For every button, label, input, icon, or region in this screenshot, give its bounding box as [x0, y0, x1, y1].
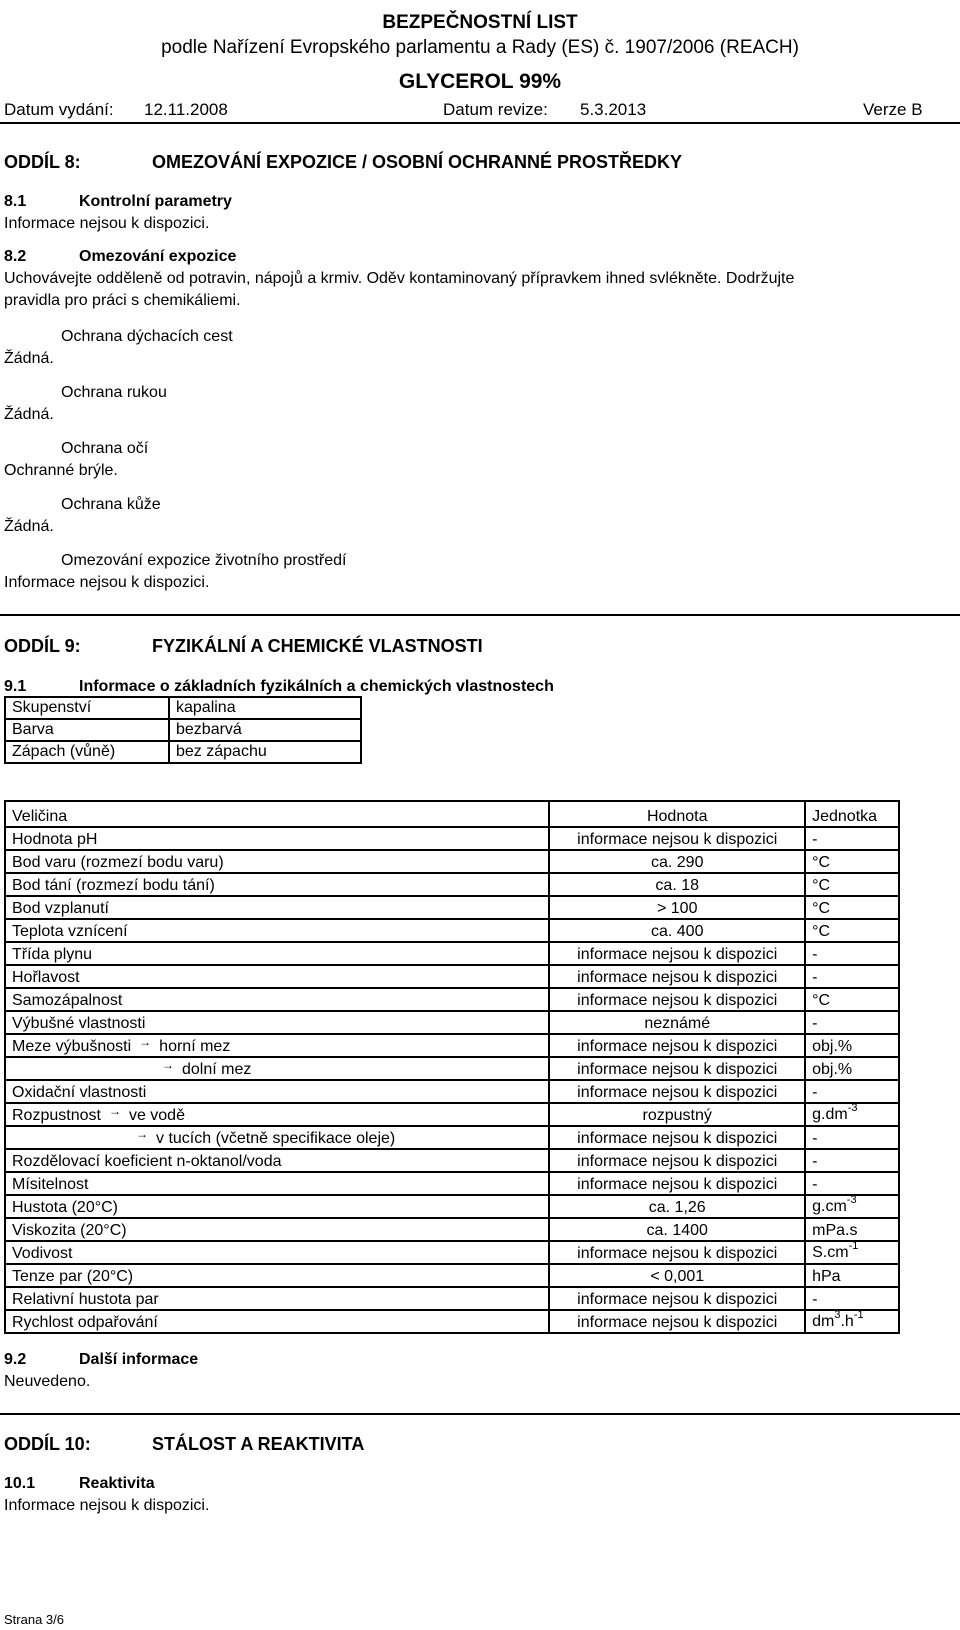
- issue-date: 12.11.2008: [144, 100, 228, 119]
- quantity-name: Třída plynu: [12, 946, 93, 963]
- s101-title: Reaktivita: [79, 1475, 155, 1492]
- quantity-cell: [5, 1034, 549, 1057]
- s82-title: Omezování expozice: [79, 248, 237, 265]
- unit-cell: [805, 1172, 899, 1195]
- hand-protection-value: Žádná.: [4, 406, 54, 423]
- quantity-cell: [5, 1057, 549, 1080]
- quantity-name: Meze výbušnosti: [12, 1038, 132, 1055]
- s101-text: Informace nejsou k dispozici.: [4, 1497, 210, 1514]
- physchem-properties-table: [4, 800, 900, 1334]
- unit-cell: [805, 1310, 899, 1333]
- table-row: [5, 1011, 899, 1034]
- unit-text: obj.%: [812, 1038, 853, 1055]
- revision-date-label: Datum revize:: [443, 100, 548, 119]
- property-name: Skupenství: [5, 697, 169, 719]
- table-row: [5, 827, 899, 850]
- column-header-quantity: Veličina: [5, 801, 549, 827]
- value-cell: informace nejsou k dispozici: [549, 1287, 805, 1310]
- column-header-value: Hodnota: [549, 801, 805, 827]
- s92-title: Další informace: [79, 1351, 199, 1368]
- table-header-row: [5, 801, 899, 827]
- table-row: [5, 1034, 899, 1057]
- unit-cell: [805, 1080, 899, 1103]
- quantity-cell: [5, 1264, 549, 1287]
- s101-number: 10.1: [4, 1475, 36, 1492]
- respiratory-protection-value: Žádná.: [4, 350, 54, 367]
- arrow-right-icon: →: [162, 1058, 174, 1072]
- issue-date-label: Datum vydání:: [4, 100, 114, 119]
- table-row: [5, 719, 361, 741]
- quantity-name: Rozpustnost: [12, 1107, 101, 1124]
- unit-text: °C: [812, 992, 831, 1009]
- unit-text: mPa.s: [812, 1222, 858, 1239]
- value-cell: informace nejsou k dispozici: [549, 1310, 805, 1333]
- unit-cell: [805, 1011, 899, 1034]
- value-cell: informace nejsou k dispozici: [549, 1172, 805, 1195]
- s82-number: 8.2: [4, 248, 27, 265]
- product-name: GLYCEROL 99%: [398, 70, 562, 93]
- table-row: [5, 1264, 899, 1287]
- value-cell: ca. 400: [549, 919, 805, 942]
- quantity-name: Oxidační vlastnosti: [12, 1084, 147, 1101]
- value-cell: informace nejsou k dispozici: [549, 1241, 805, 1264]
- value-cell: informace nejsou k dispozici: [549, 1149, 805, 1172]
- table-row: [5, 896, 899, 919]
- unit-text: g.dm: [812, 1106, 848, 1123]
- unit-text: dm: [812, 1313, 835, 1330]
- unit-text: hPa: [812, 1268, 841, 1285]
- quantity-cell: [5, 1287, 549, 1310]
- unit-cell: [805, 1126, 899, 1149]
- unit-cell: [805, 1287, 899, 1310]
- quantity-subname: dolní mez: [182, 1061, 252, 1078]
- unit-text: °C: [812, 877, 831, 894]
- table-row: [5, 1241, 899, 1264]
- arrow-right-icon: →: [136, 1127, 148, 1141]
- quantity-name: Hustota (20°C): [12, 1199, 118, 1216]
- section9-number: ODDÍL 9:: [4, 636, 81, 656]
- unit-exponent: -1: [848, 1240, 859, 1252]
- s81-title: Kontrolní parametry: [79, 193, 232, 210]
- skin-protection-label: Ochrana kůže: [61, 496, 161, 513]
- s91-number: 9.1: [4, 678, 27, 695]
- unit-cell: [805, 942, 899, 965]
- s82-text-line1: Uchovávejte odděleně od potravin, nápojů a krmiv. Oděv kontaminovaný přípravkem ihned svlékněte. Dodržujte: [4, 270, 795, 287]
- quantity-subname: ve vodě: [128, 1107, 185, 1124]
- arrow-right-icon: →: [108, 1104, 121, 1118]
- property-value: kapalina: [169, 697, 361, 719]
- quantity-cell: [5, 1218, 549, 1241]
- quantity-cell: [5, 850, 549, 873]
- unit-cell: [805, 1103, 899, 1126]
- s92-text: Neuvedeno.: [4, 1373, 91, 1390]
- value-cell: informace nejsou k dispozici: [549, 942, 805, 965]
- unit-cell: [805, 873, 899, 896]
- table-row: [5, 1149, 899, 1172]
- quantity-name: Hořlavost: [12, 969, 80, 986]
- arrow-right-icon: →: [139, 1035, 152, 1049]
- quantity-name: Výbušné vlastnosti: [12, 1015, 146, 1032]
- unit-exponent: -3: [847, 1102, 858, 1114]
- unit-text: obj.%: [812, 1061, 853, 1078]
- section8-title: OMEZOVÁNÍ EXPOZICE / OSOBNÍ OCHRANNÉ PROSTŘEDKY: [152, 152, 683, 172]
- table-row: [5, 1310, 899, 1333]
- hand-protection-label: Ochrana rukou: [61, 384, 167, 401]
- table-row: [5, 919, 899, 942]
- quantity-name: Tenze par (20°C): [12, 1268, 134, 1285]
- quantity-name: Bod tání (rozmezí bodu tání): [12, 877, 215, 894]
- value-cell: informace nejsou k dispozici: [549, 827, 805, 850]
- quantity-name: Relativní hustota par: [12, 1291, 159, 1308]
- quantity-cell: [5, 988, 549, 1011]
- value-cell: rozpustný: [549, 1103, 805, 1126]
- revision-date: 5.3.2013: [580, 100, 647, 119]
- unit-cell: [805, 1264, 899, 1287]
- quantity-name: Bod vzplanutí: [12, 900, 109, 917]
- unit-text: °C: [812, 923, 831, 940]
- value-cell: informace nejsou k dispozici: [549, 965, 805, 988]
- basic-properties-table: [4, 696, 362, 764]
- s91-title: Informace o základních fyzikálních a chemických vlastnostech: [79, 678, 554, 695]
- column-header-unit: Jednotka: [805, 801, 899, 827]
- table-row: [5, 1126, 899, 1149]
- value-cell: informace nejsou k dispozici: [549, 988, 805, 1011]
- quantity-subname: horní mez: [159, 1038, 231, 1055]
- unit-text: -: [812, 1291, 818, 1308]
- quantity-cell: [5, 1241, 549, 1264]
- value-cell: neznámé: [549, 1011, 805, 1034]
- table-row: [5, 988, 899, 1011]
- value-cell: informace nejsou k dispozici: [549, 1057, 805, 1080]
- unit-cell: [805, 919, 899, 942]
- unit-text: S.cm: [812, 1244, 849, 1261]
- table-row: [5, 850, 899, 873]
- section8-number: ODDÍL 8:: [4, 152, 81, 172]
- unit-cell: [805, 1241, 899, 1264]
- unit-cell: [805, 1149, 899, 1172]
- eye-protection-label: Ochrana očí: [61, 440, 149, 457]
- table-row: [5, 1287, 899, 1310]
- unit-cell: [805, 965, 899, 988]
- version: Verze B: [863, 100, 923, 119]
- quantity-cell: [5, 1126, 549, 1149]
- table-row: [5, 1080, 899, 1103]
- value-cell: informace nejsou k dispozici: [549, 1126, 805, 1149]
- unit-text: -: [812, 1015, 818, 1032]
- unit-text: °C: [812, 900, 831, 917]
- value-cell: ca. 1,26: [549, 1195, 805, 1218]
- table-row: [5, 741, 361, 763]
- unit-exponent: 3: [834, 1309, 841, 1321]
- quantity-name: Viskozita (20°C): [12, 1222, 127, 1239]
- value-cell: < 0,001: [549, 1264, 805, 1287]
- s82-text-line2: pravidla pro práci s chemikáliemi.: [4, 292, 241, 309]
- section10-number: ODDÍL 10:: [4, 1434, 91, 1454]
- section9-title: FYZIKÁLNÍ A CHEMICKÉ VLASTNOSTI: [152, 636, 483, 656]
- value-cell: ca. 1400: [549, 1218, 805, 1241]
- unit-exponent-tail: -1: [853, 1309, 864, 1321]
- quantity-cell: [5, 1310, 549, 1333]
- table-row: [5, 1195, 899, 1218]
- unit-cell: [805, 1034, 899, 1057]
- value-cell: > 100: [549, 896, 805, 919]
- quantity-cell: [5, 896, 549, 919]
- quantity-name: Rychlost odpařování: [12, 1314, 158, 1331]
- table-row: [5, 873, 899, 896]
- quantity-name: Teplota vznícení: [12, 923, 128, 940]
- regulation-line: podle Nařízení Evropského parlamentu a Rady (ES) č. 1907/2006 (REACH): [161, 37, 799, 58]
- unit-cell: [805, 896, 899, 919]
- env-exposure-label: Omezování expozice životního prostředí: [61, 552, 347, 569]
- property-name: Barva: [5, 719, 169, 741]
- unit-text: -: [812, 1176, 818, 1193]
- table-row: [5, 697, 361, 719]
- section10-title: STÁLOST A REAKTIVITA: [152, 1434, 365, 1454]
- quantity-cell: [5, 827, 549, 850]
- unit-cell: [805, 827, 899, 850]
- value-cell: ca. 290: [549, 850, 805, 873]
- quantity-cell: [5, 919, 549, 942]
- unit-text: g.cm: [812, 1198, 847, 1215]
- quantity-cell: [5, 942, 549, 965]
- value-cell: informace nejsou k dispozici: [549, 1034, 805, 1057]
- unit-cell: [805, 988, 899, 1011]
- unit-text: -: [812, 969, 818, 986]
- unit-text: -: [812, 946, 818, 963]
- unit-cell: [805, 1195, 899, 1218]
- s81-number: 8.1: [4, 193, 27, 210]
- quantity-name: Hodnota pH: [12, 831, 98, 848]
- s81-text: Informace nejsou k dispozici.: [4, 215, 210, 232]
- unit-cell: [805, 850, 899, 873]
- respiratory-protection-label: Ochrana dýchacích cest: [61, 328, 233, 345]
- unit-exponent: -3: [846, 1194, 857, 1206]
- unit-text: -: [812, 1130, 818, 1147]
- env-exposure-value: Informace nejsou k dispozici.: [4, 574, 210, 591]
- quantity-subname: v tucích (včetně specifikace oleje): [156, 1130, 396, 1147]
- quantity-name: Vodivost: [12, 1245, 73, 1262]
- quantity-name: Samozápalnost: [12, 992, 123, 1009]
- quantity-cell: [5, 1103, 549, 1126]
- table-row: [5, 965, 899, 988]
- unit-cell: [805, 1218, 899, 1241]
- quantity-name: Mísitelnost: [12, 1176, 89, 1193]
- unit-text: -: [812, 1153, 818, 1170]
- quantity-cell: [5, 1080, 549, 1103]
- document-title: BEZPEČNOSTNÍ LIST: [382, 12, 578, 33]
- quantity-name: Bod varu (rozmezí bodu varu): [12, 854, 224, 871]
- property-value: bezbarvá: [169, 719, 361, 741]
- quantity-cell: [5, 1149, 549, 1172]
- quantity-cell: [5, 1195, 549, 1218]
- property-value: bez zápachu: [169, 741, 361, 763]
- table-row: [5, 1057, 899, 1080]
- s92-number: 9.2: [4, 1351, 27, 1368]
- table-row: [5, 1218, 899, 1241]
- unit-text: -: [812, 831, 818, 848]
- property-name: Zápach (vůně): [5, 741, 169, 763]
- unit-cell: [805, 1057, 899, 1080]
- table-row: [5, 1172, 899, 1195]
- unit-text-tail: .h: [840, 1313, 854, 1330]
- eye-protection-value: Ochranné brýle.: [4, 462, 118, 479]
- header-divider: [0, 122, 960, 124]
- quantity-cell: [5, 1011, 549, 1034]
- quantity-name: Rozdělovací koeficient n-oktanol/voda: [12, 1153, 282, 1170]
- quantity-cell: [5, 965, 549, 988]
- value-cell: ca. 18: [549, 873, 805, 896]
- value-cell: informace nejsou k dispozici: [549, 1080, 805, 1103]
- quantity-cell: [5, 1172, 549, 1195]
- unit-text: -: [812, 1084, 818, 1101]
- skin-protection-value: Žádná.: [4, 518, 54, 535]
- section10-divider: [0, 1413, 960, 1415]
- section9-divider: [0, 614, 960, 616]
- quantity-cell: [5, 873, 549, 896]
- table-row: [5, 942, 899, 965]
- page-number: Strana 3/6: [4, 1612, 64, 1627]
- unit-text: °C: [812, 854, 831, 871]
- table-row: [5, 1103, 899, 1126]
